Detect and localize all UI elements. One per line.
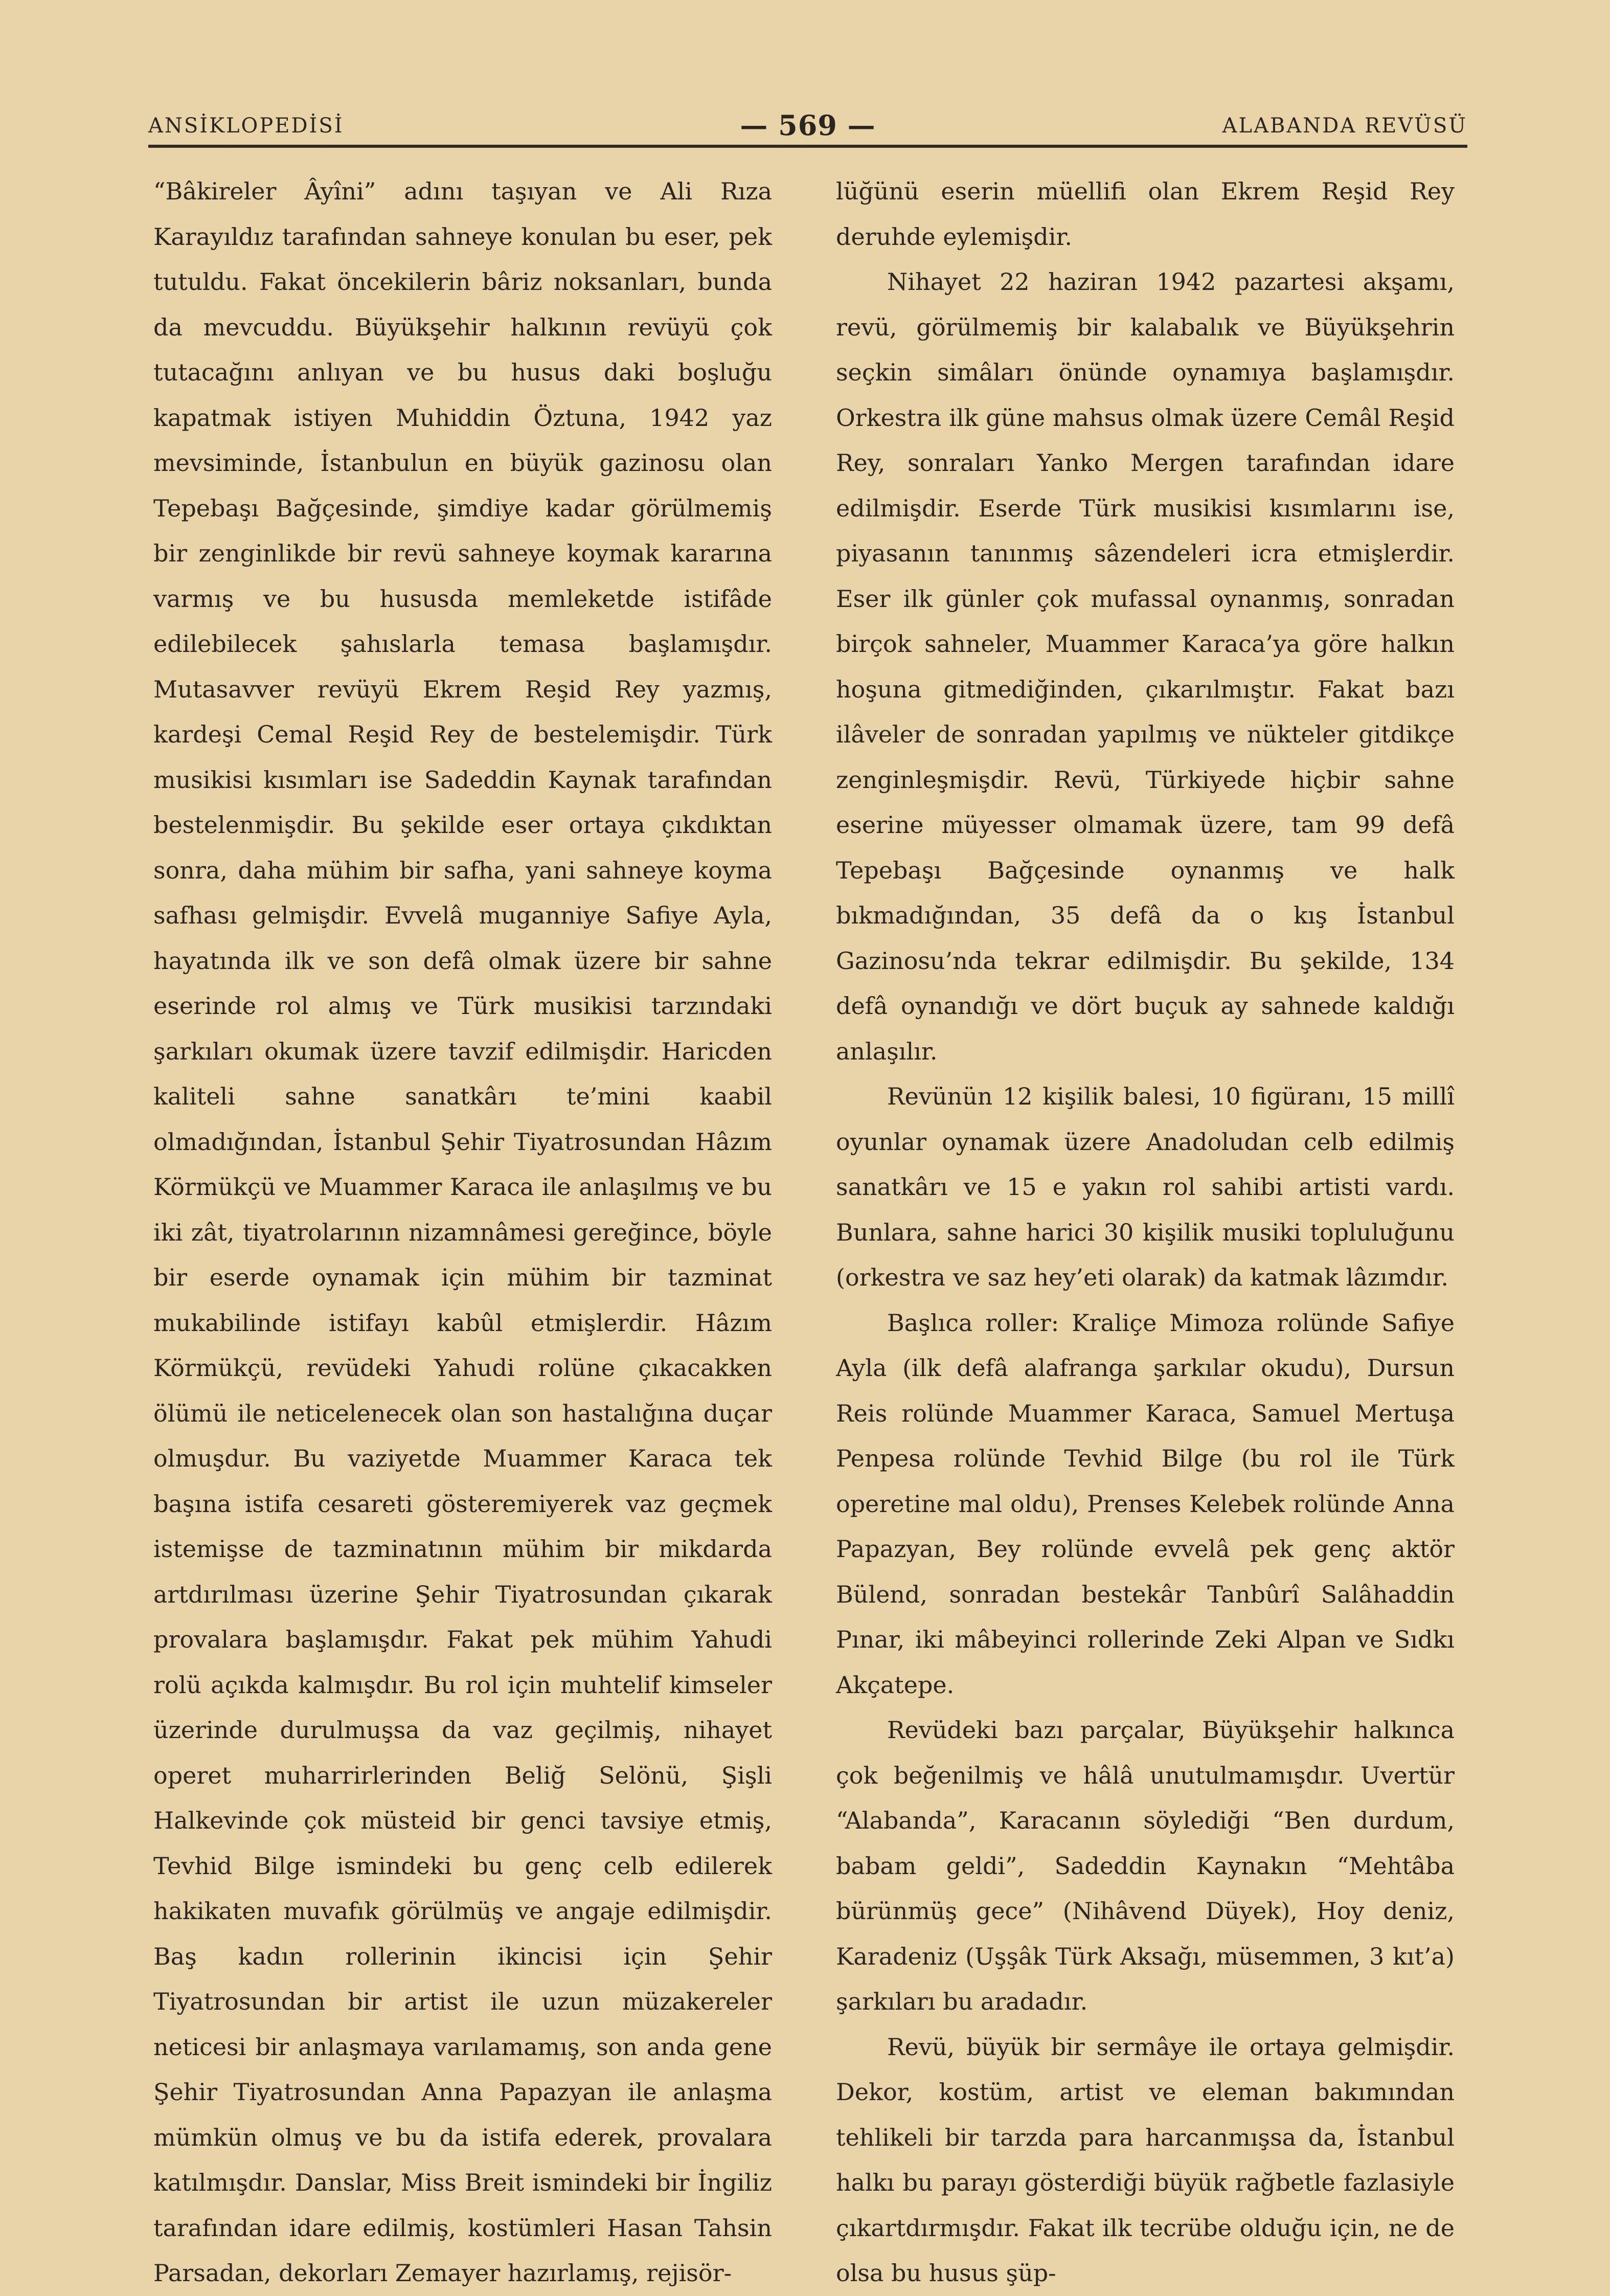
paragraph: Revü, büyük bir sermâye ile ortaya gelmişdir. Dekor, kostüm, artist ve eleman bakımından tehlikeli bir tarzda para harcanmışsa da, İstanbul halkı bu parayı gösterdiği büyük rağbetle fazlasiyle çıkartdırmışdır. Fakat ilk tecrübe olduğu için, ne de olsa bu husus şüp- [836,2033,1455,2287]
paragraph: “Bâkireler Âyîni” adını taşıyan ve Ali Rıza Karayıldız tarafından sahneye konulan bu eser, pek tutuldu. Fakat öncekilerin bâriz noksanları, bunda da mevcuddu. Büyükşehir halkının revüyü çok tutacağını anlıyan ve bu husus daki boşluğu kapatmak istiyen Muhiddin Öztuna, 1942 yaz mevsiminde, İstanbulun en büyük gazinosu olan Tepebaşı Bağçesinde, şimdiye kadar görülmemiş bir zenginlikde bir revü sahneye koymak kararına varmış ve bu hususda memleketde istifâde edilebilecek şahıslarla temasa başlamışdır. Mutasavver revüyü Ekrem Reşid Rey yazmış, kardeşi Cemal Reşid Rey de bestelemişdir. Türk musikisi kısımları ise Sadeddin Kaynak tarafından bestelenmişdir. Bu şekilde eser ortaya çıkdıktan sonra, daha mühim bir safha, yani sahneye koyma safhası gelmişdir. Evvelâ muganniye Safiye Ayla, hayatında ilk ve son defâ olmak üzere bir sahne eserinde rol almış ve Türk musikisi tarzındaki şarkıları okumak üzere tavzif edilmişdir. Haricden kaliteli sahne sanatkârı te’mini kaabil olmadığından, İstanbul Şehir Tiyatrosundan Hâzım Körmükçü ve Muammer Karaca ile anlaşılmış ve bu iki zât, tiyatrolarının nizamnâmesi gereğince, böyle bir eserde oynamak için mühim bir tazminat mukabilinde istifayı kabûl etmişlerdir. Hâzım Körmükçü, revüdeki Yahudi rolüne çıkacakken ölümü ile neticelenecek olan son hastalığına duçar olmuşdur. Bu vaziyetde Muammer Karaca tek başına istifa cesareti gösteremiyerek vaz geçmek istemişse de tazminatının mühim bir mikdarda artdırılması üzerine Şehir Tiyatrosundan çıkarak provalara başlamışdır. Fakat pek mühim Yahudi rolü açıkda kalmışdır. Bu rol için muhtelif kimseler üzerinde durulmuşsa da vaz geçilmiş, nihayet operet muharrirlerinden Beliğ Selönü, Şişli Halkevinde çok müsteid bir genci tavsiye etmiş, Tevhid Bilge ismindeki bu genç celb edilerek hakikaten muvafık görülmüş ve angaje edilmişdir. Baş kadın rollerinin ikincisi için Şehir Tiyatrosundan bir artist ile uzun müzakereler neticesi bir anlaşmaya varılamamış, son anda gene Şehir Tiyatrosundan Anna Papazyan ile anlaşma mümkün olmuş ve bu da istifa ederek, provalara katılmışdır. Danslar, Miss Breit ismindeki bir İngiliz tarafından idare edilmiş, kostümleri Hasan Tahsin Parsadan, dekorları Zemayer hazırlamış, rejisör- [153,177,772,2287]
paragraph: Başlıca roller: Kraliçe Mimoza rolünde Safiye Ayla (ilk defâ alafranga şarkılar okudu), Dursun Reis rolünde Muammer Karaca, Samuel Mertuşa Penpesa rolünde Tevhid Bilge (bu rol ile Türk operetine mal oldu), Prenses Kelebek rolünde Anna Papazyan, Bey rolünde evvelâ pek genç aktör Bülend, sonradan bestekâr Tanbûrî Salâhaddin Pınar, iki mâbeyinci rollerinde Zeki Alpan ve Sıdkı Akçatepe. [836,1309,1455,1699]
header-right-title: ALABANDA REVÜSÜ [1222,114,1467,138]
paragraph: Revünün 12 kişilik balesi, 10 figüranı, 15 millî oyunlar oynamak üzere Anadoludan celb edilmiş sanatkârı ve 15 e yakın rol sahibi artisti vardı. Bunlara, sahne harici 30 kişilik musiki topluluğunu (orkestra ve saz hey’eti olarak) da katmak lâzımdır. [836,1083,1455,1291]
paragraph: lüğünü eserin müellifi olan Ekrem Reşid Rey deruhde eylemişdir. [836,177,1455,251]
right-column [836,169,1455,2296]
page-number: — 569 — [740,109,876,142]
paragraph: Nihayet 22 haziran 1942 pazartesi akşamı, revü, görülmemiş bir kalabalık ve Büyükşehrin seçkin simâları önünde oynamıya başlamışdır. Orkestra ilk güne mahsus olmak üzere Cemâl Reşid Rey, sonraları Yanko Mergen tarafından idare edilmişdir. Eserde Türk musikisi kısımlarını ise, piyasanın tanınmış sâzendeleri icra etmişlerdir. Eser ilk günler çok mufassal oynanmış, sonradan birçok sahneler, Muammer Karaca’ya göre halkın hoşuna gitmediğinden, çıkarılmıştır. Fakat bazı ilâveler de sonradan yapılmış ve nükteler gitdikçe zenginleşmişdir. Revü, Türkiyede hiçbir sahne eserine müyesser olmamak üzere, tam 99 defâ Tepebaşı Bağçesinde oynanmış ve halk bıkmadığından, 35 defâ da o kış İstanbul Gazinosu’nda tekrar edilmişdir. Bu şekilde, 134 defâ oynandığı ve dört buçuk ay sahnede kaldığı anlaşılır. [836,268,1455,1065]
header-left-title: ANSİKLOPEDİSİ [148,114,344,138]
page-header [148,105,1467,151]
left-column [153,169,772,2296]
paragraph: Revüdeki bazı parçalar, Büyükşehir halkınca çok beğenilmiş ve hâlâ unutulmamışdır. Uvertür “Alabanda”, Karacanın söylediği “Ben durdum, babam geldi”, Sadeddin Kaynakın “Mehtâba bürünmüş gece” (Nihâvend Düyek), Hoy deniz, Karadeniz (Uşşâk Türk Aksağı, müsemmen, 3 kıt’a) şarkıları bu aradadır. [836,1716,1455,2015]
header-rule [148,145,1467,148]
